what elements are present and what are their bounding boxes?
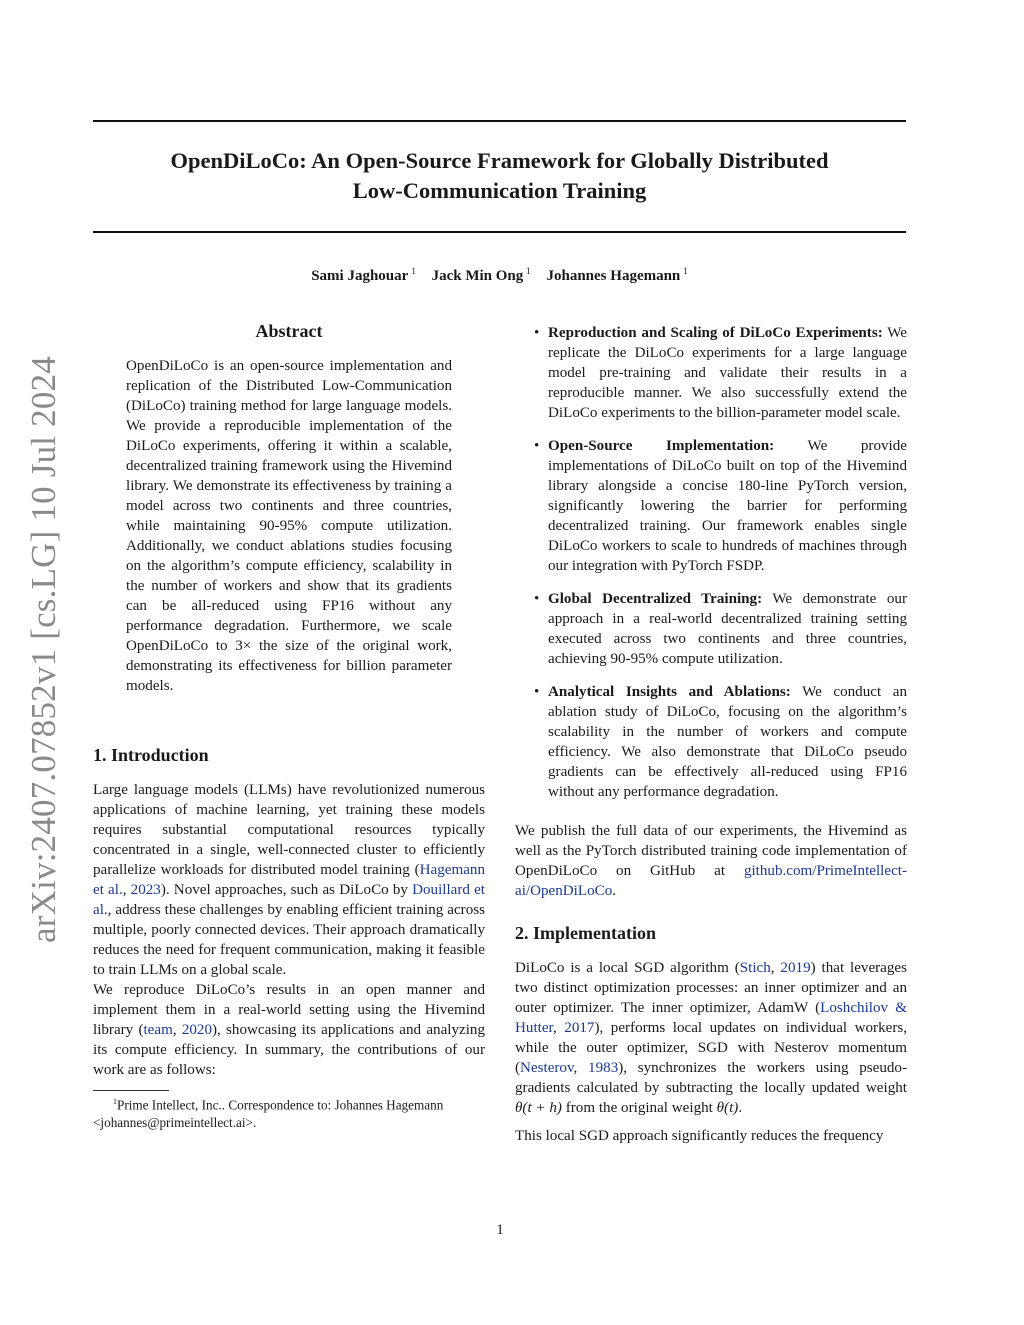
footnote-affiliation: $^1$Prime Intellect, Inc.. Correspondence to: Johannes Hagemann <johannes@primeintellect.ai>.: [93, 1097, 444, 1131]
citation-year-link[interactable]: 2023: [130, 882, 161, 898]
title-rule-top: [93, 120, 906, 122]
arxiv-identifier-stamp: arXiv:2407.07852v1 [cs.LG] 10 Jul 2024: [24, 356, 63, 943]
math-expression: θ(t + h): [515, 1100, 562, 1116]
list-item: • Reproduction and Scaling of DiLoCo Experiments: We replicate the DiLoCo experiments for a large language model pre-training and validate their results in a reproducible manner. We also successfully extend the DiLoCo experiments to the billion-parameter model scale.: [534, 325, 907, 421]
section-heading-implementation: 2. Implementation: [515, 923, 656, 943]
github-link[interactable]: github.com/PrimeIntellect-ai/OpenDiLoCo: [515, 863, 907, 899]
citation-link[interactable]: Douillard et al.: [93, 882, 485, 918]
publish-paragraph: We publish the full data of our experiments, the Hivemind as well as the PyTorch distributed training code implementation of OpenDiLoCo on GitHub at github.com/PrimeIntellect-ai/OpenDiLoCo.: [515, 823, 907, 899]
title-rule-bottom: [93, 231, 906, 233]
citation-link[interactable]: team: [143, 1022, 173, 1038]
author: Johannes Hagemann $^1$: [546, 266, 688, 284]
citation-link[interactable]: Nesterov: [520, 1060, 574, 1076]
paper-title: [93, 146, 906, 206]
right-column: [515, 323, 907, 1146]
author: Sami Jaghouar $^1$: [311, 266, 416, 284]
bullet-icon: •: [534, 684, 540, 700]
abstract-heading: Abstract: [255, 321, 323, 341]
footnote-divider: [93, 1090, 169, 1091]
citation-link[interactable]: Loshchilov & Hutter: [515, 1000, 907, 1036]
math-expression: θ(t): [716, 1100, 739, 1116]
citation-link[interactable]: Hagemann et al.: [93, 862, 485, 898]
bullet-icon: •: [534, 325, 540, 341]
list-item: • Analytical Insights and Ablations: We conduct an ablation study of DiLoCo, focusing on the algorithm’s scalability in the number of workers and compute efficiency. We also demonstrate that DiLoCo pseudo gradients can be effectively all-reduced using FP16 without any performance degradation.: [534, 684, 907, 800]
citation-link[interactable]: Stich: [739, 960, 771, 976]
bullet-icon: •: [534, 438, 540, 454]
bullet-icon: •: [534, 591, 540, 607]
author-list: [93, 266, 906, 285]
intro-paragraph-2: We reproduce DiLoCo’s results in an open manner and implement them in a real-world setting using the Hivemind library (team, 2020), showcasing its applications and analyzing its compute efficiency. In summary, the contributions of our work are as follows:: [93, 982, 485, 1078]
title-line-1: OpenDiLoCo: An Open-Source Framework for Globally Distributed: [170, 148, 829, 173]
section-heading-introduction: 1. Introduction: [93, 745, 209, 765]
implementation-paragraph-2: This local SGD approach significantly reduces the frequency: [515, 1128, 884, 1144]
intro-paragraph-1: Large language models (LLMs) have revolutionized numerous applications of machine learning, yet training these models requires substantial computational resources typically concentrated in a single, well-connected cluster to efficiently parallelize workloads for distributed model training (Hagemann et al., 2023). Novel approaches, such as DiLoCo by Douillard et al., address these challenges by enabling efficient training across multiple, poorly connected devices. Their approach dramatically reduces the need for frequent communication, making it feasible to train LLMs on a global scale.: [93, 782, 485, 978]
abstract-body: OpenDiLoCo is an open-source implementation and replication of the Distributed Low-Communication (DiLoCo) training method for large language models. We provide a reproducible implementation of the DiLoCo experiments, offering it within a scalable, decentralized training framework using the Hivemind library. We demonstrate its effectiveness by training a model across two continents and three countries, while maintaining 90-95% compute utilization. Additionally, we conduct ablations studies focusing on the algorithm’s compute efficiency, scalability in the number of workers and show that its gradients can be all-reduced using FP16 without any performance degradation. Furthermore, we scale OpenDiLoCo to 3× the size of the original work, demonstrating its effectiveness for billion parameter models.: [126, 358, 452, 694]
page-number: 1: [496, 1222, 504, 1238]
author: Jack Min Ong $^1$: [431, 266, 531, 284]
citation-year-link[interactable]: 2019: [780, 960, 811, 976]
list-item: • Global Decentralized Training: We demonstrate our approach in a real-world decentralized training setting executed across two continents and three countries, achieving 90-95% compute utilization.: [534, 591, 907, 667]
citation-year-link[interactable]: 2017: [564, 1020, 595, 1036]
list-item: • Open-Source Implementation: We provide implementations of DiLoCo built on top of the Hivemind library alongside a concise 180-line PyTorch version, significantly lowering the barrier for performing decentralized training. Our framework enables single DiLoCo workers to scale to hundreds of machines through our integration with PyTorch FSDP.: [534, 438, 907, 574]
title-line-2: Low-Communication Training: [352, 178, 647, 203]
left-column: [93, 320, 485, 1132]
implementation-paragraph-1: DiLoCo is a local SGD algorithm (Stich, 2019) that leverages two distinct optimization processes: an inner optimizer and an outer optimizer. The inner optimizer, AdamW (Loshchilov & Hutter, 2017), performs local updates on individual workers, while the outer optimizer, SGD with Nesterov momentum (Nesterov, 1983), synchronizes the workers using pseudo-gradients calculated by subtracting the locally updated weight θ(t + h) from the original weight θ(t).: [515, 960, 908, 1116]
citation-year-link[interactable]: 1983: [588, 1060, 619, 1076]
contributions-list: [515, 323, 907, 802]
citation-year-link[interactable]: 2020: [181, 1022, 213, 1038]
